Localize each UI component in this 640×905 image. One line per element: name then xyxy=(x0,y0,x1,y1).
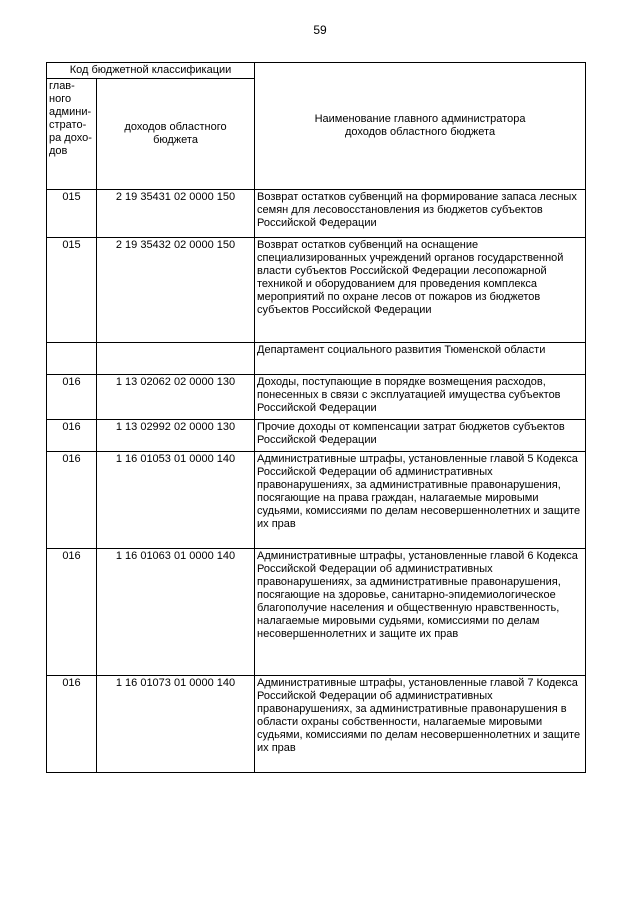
admin-code-cell xyxy=(47,343,97,375)
table-row xyxy=(47,676,586,773)
income-code-cell: 2 19 35432 02 0000 150 xyxy=(97,238,255,343)
budget-classification-table xyxy=(46,62,586,773)
table-row xyxy=(47,452,586,549)
income-code-cell: 1 13 02062 02 0000 130 xyxy=(97,375,255,420)
name-cell: Административные штрафы, установленные главой 7 Кодекса Российской Федерации об административных правонарушениях, за административные правонарушения в области охраны собственности, налагаемые мировыми судьями, комиссиями по делам несовершеннолетних и защите их прав xyxy=(255,676,586,773)
income-code-cell: 1 13 02992 02 0000 130 xyxy=(97,420,255,452)
name-cell: Административные штрафы, установленные главой 6 Кодекса Российской Федерации об административных правонарушениях, за административные правонарушения, посягающие на здоровье, санитарно-эпидемиологическое благополучие населения и общественную нравственность, налагаемые мировыми судьями, комиссиями по делам несовершеннолетних и защите их прав xyxy=(255,549,586,676)
admin-code-cell: 016 xyxy=(47,375,97,420)
table-row xyxy=(47,420,586,452)
header-income-code: доходов областного бюджета xyxy=(97,79,255,190)
section-header-row xyxy=(47,343,586,375)
admin-code-cell: 015 xyxy=(47,190,97,238)
admin-code-cell: 016 xyxy=(47,420,97,452)
income-code-cell: 1 16 01053 01 0000 140 xyxy=(97,452,255,549)
table-row xyxy=(47,238,586,343)
admin-code-cell: 016 xyxy=(47,549,97,676)
table-row xyxy=(47,375,586,420)
admin-code-cell: 015 xyxy=(47,238,97,343)
header-admin-name: Наименование главного администратора доходов областного бюджета xyxy=(255,63,586,190)
admin-code-cell: 016 xyxy=(47,452,97,549)
income-code-cell: 1 16 01063 01 0000 140 xyxy=(97,549,255,676)
admin-code-cell: 016 xyxy=(47,676,97,773)
name-cell: Возврат остатков субвенций на оснащение специализированных учреждений органов государственной власти субъектов Российской Федерации лесопожарной техникой и оборудованием для проведения комплекса мероприятий по охране лесов от пожаров из бюджетов субъектов Российской Федерации xyxy=(255,238,586,343)
name-cell: Возврат остатков субвенций на формирование запаса лесных семян для лесовосстановления из бюджетов субъектов Российской Федерации xyxy=(255,190,586,238)
name-cell: Прочие доходы от компенсации затрат бюджетов субъектов Российской Федерации xyxy=(255,420,586,452)
header-row-top xyxy=(47,63,586,79)
table-row xyxy=(47,190,586,238)
income-code-cell xyxy=(97,343,255,375)
department-name-cell: Департамент социального развития Тюменской области xyxy=(255,343,586,375)
table-row xyxy=(47,549,586,676)
income-code-cell: 2 19 35431 02 0000 150 xyxy=(97,190,255,238)
header-code-group: Код бюджетной классификации xyxy=(47,63,255,79)
header-admin-code: глав- ного админи- страто- ра дохо- дов xyxy=(47,79,97,190)
page-number: 59 xyxy=(313,23,327,37)
name-cell: Доходы, поступающие в порядке возмещения расходов, понесенных в связи с эксплуатацией имущества субъектов Российской Федерации xyxy=(255,375,586,420)
income-code-cell: 1 16 01073 01 0000 140 xyxy=(97,676,255,773)
name-cell: Административные штрафы, установленные главой 5 Кодекса Российской Федерации об административных правонарушениях, за административные правонарушения, посягающие на права граждан, налагаемые мировыми судьями, комиссиями по делам несовершеннолетних и защите их прав xyxy=(255,452,586,549)
